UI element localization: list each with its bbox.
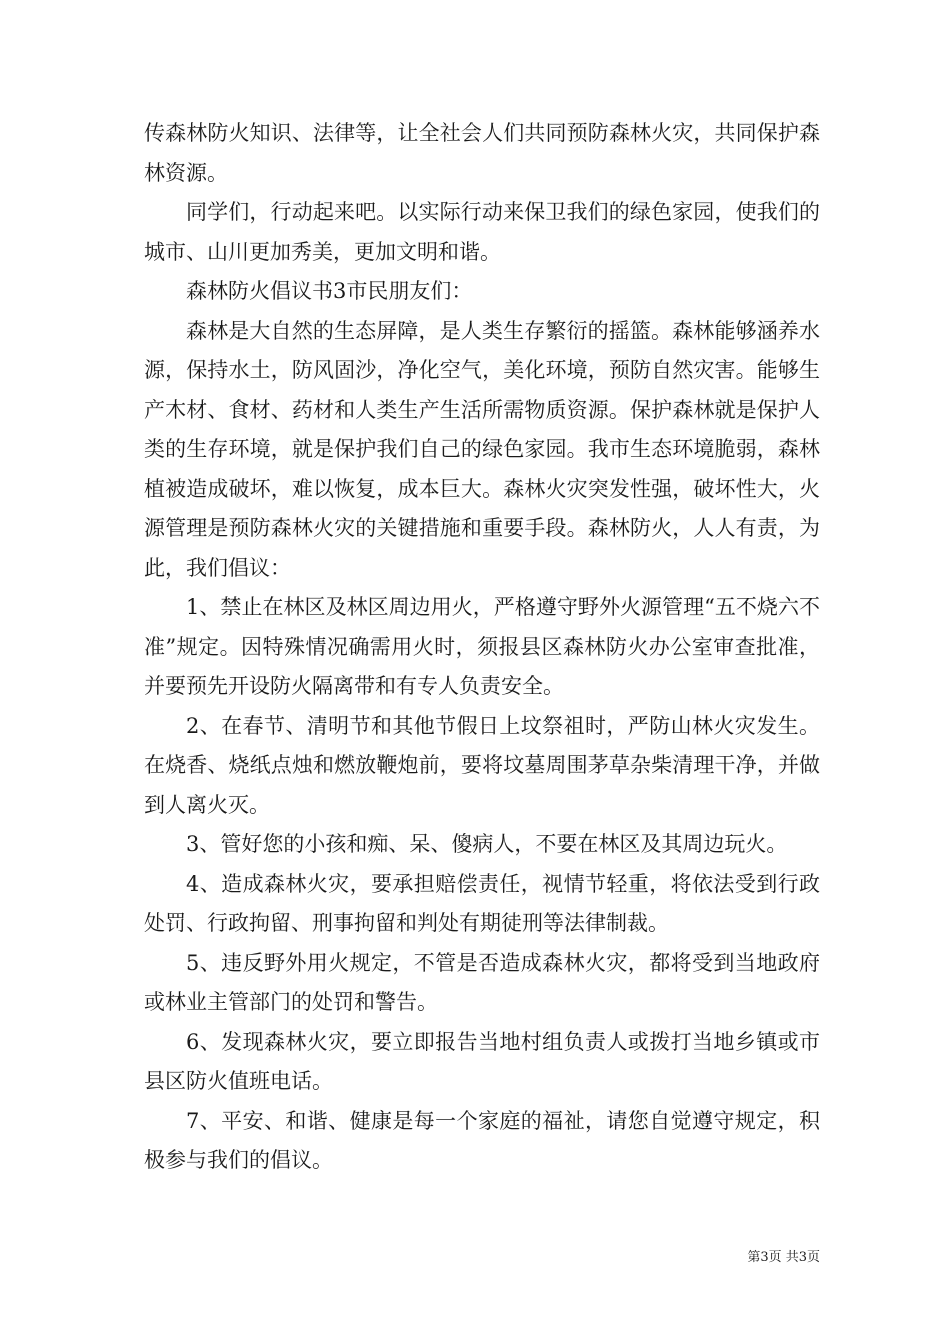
paragraph-item-5: 5、违反野外用火规定，不管是否造成森林火灾，都将受到当地政府或林业主管部门的处罚和警告。 xyxy=(144,950,820,1014)
paragraph-item-1: 1、禁止在林区及林区周边用火，严格遵守野外火源管理“五不烧六不准”规定。因特殊情况确需用火时，须报县区森林防火办公室审查批准，并要预先开设防火隔离带和有专人负责安全。 xyxy=(144,595,820,698)
paragraph-item-2: 2、在春节、清明节和其他节假日上坟祭祖时，严防山林火灾发生。在烧香、烧纸点烛和燃放鞭炮前，要将坟墓周围茅草杂柴清理干净，并做到人离火灭。 xyxy=(144,713,820,817)
paragraph-item-7: 7、平安、和谐、健康是每一个家庭的福祉，请您自觉遵守规定，积极参与我们的倡议。 xyxy=(144,1108,820,1172)
paragraph-item-6: 6、发现森林火灾，要立即报告当地村组负责人或拨打当地乡镇或市县区防火值班电话。 xyxy=(144,1029,820,1093)
paragraph-item-3: 3、管好您的小孩和痴、呆、傻病人，不要在林区及其周边玩火。 xyxy=(186,832,788,856)
page-number: 第3页 共3页 xyxy=(747,1250,820,1265)
paragraph-continuation: 传森林防火知识、法律等，让全社会人们共同预防森林火灾，共同保护森林资源。 xyxy=(144,121,820,185)
paragraph-call-to-action: 同学们，行动起来吧。以实际行动来保卫我们的绿色家园，使我们的城市、山川更加秀美，更加文明和谐。 xyxy=(144,200,820,264)
paragraph-intro: 森林是大自然的生态屏障，是人类生存繁衍的摇篮。森林能够涵养水源，保持水土，防风固沙，净化空气，美化环境，预防自然灾害。能够生产木材、食材、药材和人类生产生活所需物质资源。保护森林就是保护人类的生存环境，就是保护我们自己的绿色家园。我市生态环境脆弱，森林植被造成破坏，难以恢复，成本巨大。森林火灾突发性强，破坏性大，火源管理是预防森林火灾的关键措施和重要手段。森林防火，人人有责，为此，我们倡议： xyxy=(144,318,820,580)
document-body xyxy=(144,114,820,1181)
paragraph-item-4: 4、造成森林火灾，要承担赔偿责任，视情节轻重，将依法受到行政处罚、行政拘留、刑事拘留和判处有期徒刑等法律制裁。 xyxy=(144,871,820,935)
paragraph-heading-3: 森林防火倡议书3市民朋友们： xyxy=(186,279,473,303)
